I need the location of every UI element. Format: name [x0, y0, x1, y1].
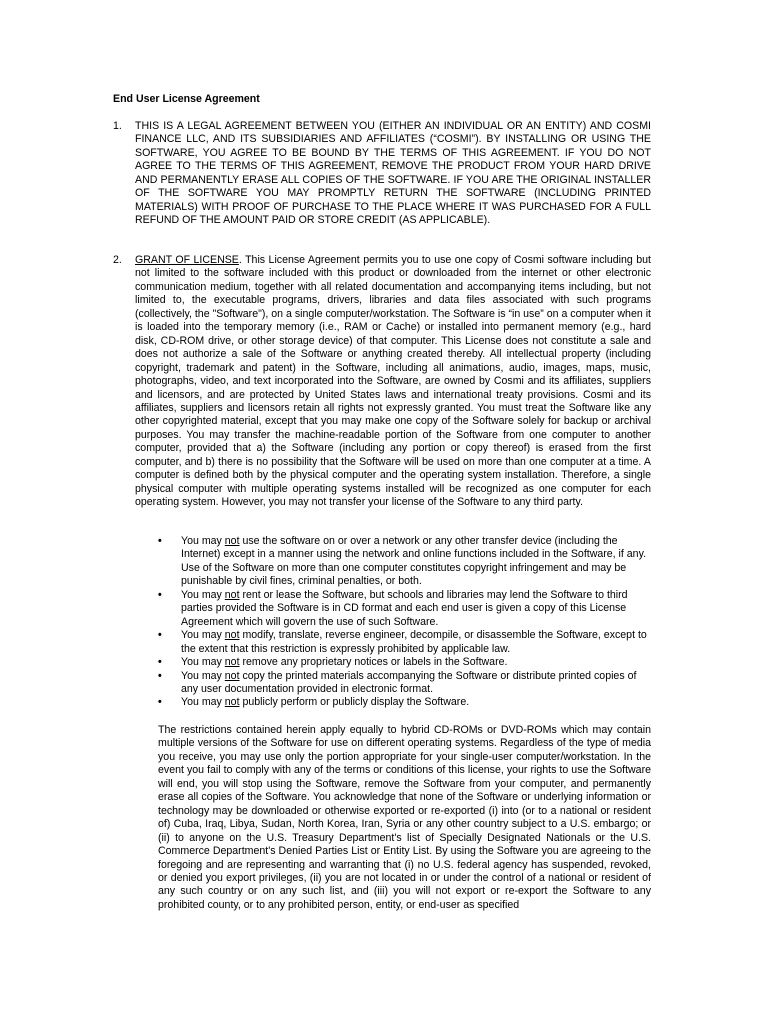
bullet-icon: • — [158, 535, 162, 547]
bullet-item — [158, 535, 651, 589]
bullet-prefix: You may — [181, 656, 225, 669]
bullet-item — [158, 670, 651, 697]
bullet-item — [158, 696, 651, 709]
bullet-emphasis: not — [224, 696, 240, 709]
bullet-emphasis: not — [224, 656, 240, 669]
bullet-prefix: You may — [181, 696, 225, 709]
bullet-icon: • — [158, 669, 162, 682]
bullet-prefix: You may — [181, 629, 225, 642]
clause-1-text: THIS IS A LEGAL AGREEMENT BETWEEN YOU (EITHER AN INDIVIDUAL OR AN ENTITY) AND COSMI FINANCE LLC, AND ITS SUBSIDIARIES AND AFFILIATES (“COSMI”). BY INSTALLING OR USING THE SOFTWARE, YOU AGREE TO BE BOUND BY THE TERMS OF THIS AGREEMENT. IF YOU DO NOT AGREE TO THE TERMS OF THIS AGREEMENT, REMOVE THE PRODUCT FROM YOUR HARD DRIVE AND PERMANENTLY ERASE ALL COPIES OF THE SOFTWARE. IF YOU ARE THE ORIGINAL INSTALLER OF THE SOFTWARE YOU MAY PROMPTLY RETURN THE SOFTWARE (INCLUDING PRINTED MATERIALS) WITH PROOF OF PURCHASE TO THE PLACE WHERE IT WAS PURCHASED FOR A FULL REFUND OF THE AMOUNT PAID OR STORE CREDIT (AS APPLICABLE). — [135, 120, 651, 227]
bullet-text: modify, translate, reverse engineer, decompile, or disassemble the Software, except to the extent that this restriction is expressly prohibited by applicable law. — [181, 629, 647, 655]
document-title: End User License Agreement — [113, 93, 260, 105]
bullet-icon: • — [158, 656, 162, 669]
bullet-text: use the software on or over a network or any other transfer device (including the Internet) except in a manner using the network and online functions included in the Software, if any. Use of the Software on more than one computer constitutes copyright infringement and may be punishable by civil fines, criminal penalties, or both. — [181, 535, 647, 588]
bullet-prefix: You may — [181, 669, 225, 682]
bullet-prefix: You may — [181, 588, 225, 601]
clause-2-body — [135, 254, 651, 510]
bullet-text: copy the printed materials accompanying the Software or distribute printed copies of any user documentation provided in electronic format. — [181, 669, 637, 695]
bullet-emphasis: not — [224, 669, 240, 682]
bullet-emphasis: not — [224, 588, 240, 601]
bullet-icon: • — [158, 588, 162, 601]
clause-2-heading-suffix: . — [238, 254, 246, 266]
bullet-icon: • — [158, 696, 162, 709]
clause-1-number: 1. — [113, 120, 122, 132]
bullet-text: remove any proprietary notices or labels in the Software. — [239, 656, 508, 669]
bullet-icon: • — [158, 629, 162, 642]
restrictions-paragraph: The restrictions contained herein apply equally to hybrid CD-ROMs or DVD-ROMs which may contain multiple versions of the Software for use on different operating systems. Regardless of the type of media you receive, you may use only the portion appropriate for your single-user computer/workstation. In the event you fail to comply with any of the terms or conditions of this license, your rights to use the Software will end, you will stop using the Software, remove the Software from your computer, and permanently erase all copies of the Software. You acknowledge that none of the Software or underlying information or technology may be downloaded or otherwise exported or re-exported (i) into (or to a national or resident of) Cuba, Iraq, Libya, Sudan, North Korea, Iran, Syria or any other country subject to a U.S. embargo; or (ii) to anyone on the U.S. Treasury Department's list of Specially Designated Nationals or the U.S. Commerce Department's Denied Parties List or Entity List. By using the Software you are agreeing to the foregoing and are representing and warranting that (i) no U.S. federal agency has suspended, revoked, or denied you export privileges, (ii) you are not located in or under the control of a national or resident of any such country or on any such list, and (iii) you will not export or re-export the Software to any prohibited county, or to any prohibited person, entity, or end-user as specified — [158, 724, 651, 911]
restriction-bullet-list — [158, 535, 651, 710]
clause-2 — [113, 254, 651, 510]
bullet-item — [158, 656, 651, 669]
bullet-prefix: You may — [181, 535, 225, 547]
bullet-emphasis: not — [224, 535, 240, 547]
bullet-emphasis: not — [224, 629, 240, 642]
bullet-text: publicly perform or publicly display the Software. — [239, 696, 470, 709]
bullet-item — [158, 629, 651, 656]
clause-2-heading: GRANT OF LICENSE — [135, 254, 239, 266]
clause-1 — [113, 120, 651, 228]
clause-2-text: This License Agreement permits you to use one copy of Cosmi software including but not limited to the software included with this product or downloaded from the internet or other electronic communication medium, together with all related documentation and accompanying items including, but not limited to, the executable programs, drivers, libraries and data files associated with such programs (collectively, the "Software"), on a single computer/workstation. The Software is “in use” on a computer when it is loaded into the temporary memory (i.e., RAM or Cache) or installed into permanent memory (e.g., hard disk, CD-ROM drive, or other storage device) of that computer. This License does not constitute a sale and does not authorize a sale of the Software or anything created thereby. All intellectual property (including copyright, trademark and patent) in the Software, including all animations, audio, images, maps, music, photographs, video, and text incorporated into the Software, are owned by Cosmi and its affiliates, suppliers and licensors, and are protected by United States laws and international treaty provisions. Cosmi and its affiliates, suppliers and licensors retain all rights not expressly granted. You must treat the Software like any other copyrighted material, except that you may make one copy of the Software solely for backup or archival purposes. You may transfer the machine-readable portion of the Software from one computer to another computer, provided that a) the Software (including any portion or copy thereof) is erased from the first computer, and b) there is no possibility that the Software will be used on more than one computer at a time. A computer is defined both by the physical computer and the operating system installation. Therefore, a single physical computer with multiple operating systems installed will be recognized as one computer for each operating system. However, you may not transfer your license of the Software to any third party. — [135, 254, 651, 509]
bullet-text: rent or lease the Software, but schools and libraries may lend the Software to third parties provided the Software is in CD format and each end user is given a copy of this License Agreement which will govern the use of such Software. — [181, 588, 628, 628]
clause-2-number: 2. — [113, 254, 122, 266]
bullet-item — [158, 589, 651, 629]
